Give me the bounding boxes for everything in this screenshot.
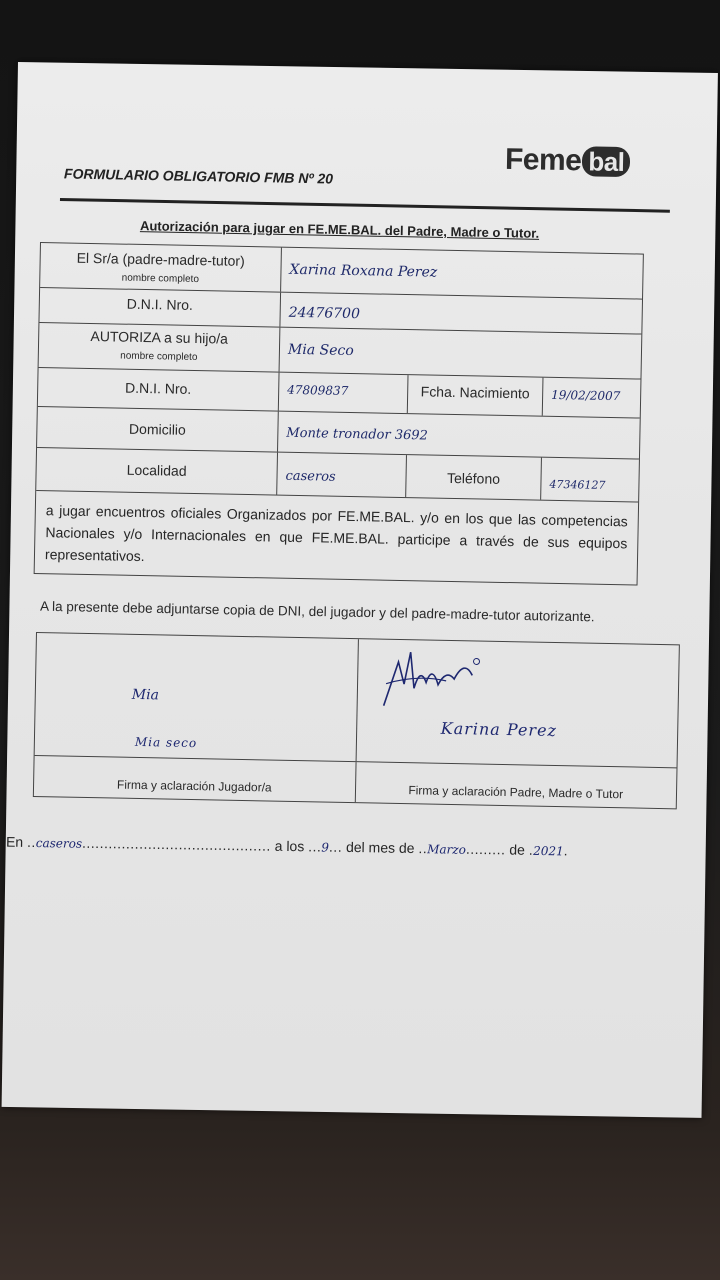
- city-label: Localidad: [126, 461, 187, 479]
- dots-day-a: ...: [308, 838, 322, 855]
- guardian-caption: Firma y aclaración Padre, Madre o Tutor: [408, 783, 624, 802]
- logo-text-a: Feme: [504, 142, 582, 178]
- child-name-field[interactable]: Mia Seco: [287, 341, 354, 360]
- child-dni-label: D.N.I. Nro.: [125, 379, 192, 397]
- city-label-cell: [36, 448, 278, 495]
- phone-label: Teléfono: [406, 455, 542, 500]
- year-field[interactable]: 2021: [533, 843, 564, 859]
- place-field[interactable]: caseros: [35, 836, 83, 851]
- dots-place-a: ..: [26, 833, 36, 851]
- city-field[interactable]: caseros: [277, 453, 407, 497]
- guardian-sublabel: nombre completo: [121, 272, 200, 286]
- phone-field[interactable]: 47346127: [549, 477, 606, 492]
- guardian-label: El Sr/a (padre-madre-tutor): [76, 249, 245, 269]
- guardian-dni-field[interactable]: 24476700: [288, 304, 361, 323]
- paper-sheet: [2, 62, 718, 1118]
- attachment-note: A la presente debe adjuntarse copia de DNI, del jugador y del padre-madre-tutor autorizante.: [39, 598, 595, 625]
- form-title: FORMULARIO OBLIGATORIO FMB Nº 20: [63, 165, 334, 187]
- birth-label: Fcha. Nacimiento: [408, 375, 544, 416]
- guardian-signature-scrawl: [375, 644, 496, 716]
- dots-month-b: .........: [465, 840, 506, 858]
- authorization-table: [34, 242, 644, 586]
- address-field[interactable]: Monte tronador 3692: [286, 425, 429, 444]
- player-printed-name: Mia seco: [134, 734, 198, 751]
- dots-year-a: .: [528, 841, 534, 858]
- mes-label: del mes de: [345, 838, 415, 857]
- address-label-cell: [37, 407, 279, 452]
- signature-row: [35, 633, 679, 768]
- birth-date-field[interactable]: 19/02/2007: [551, 387, 621, 404]
- logo-text-b: bal: [582, 146, 631, 177]
- dots-year-b: .: [563, 842, 569, 859]
- a-los-label: a los: [274, 837, 305, 855]
- de-label: de: [509, 841, 526, 858]
- form-subtitle: Autorización para jugar en FE.ME.BAL. del Padre, Madre o Tutor.: [139, 218, 540, 241]
- en-label: En: [5, 833, 24, 850]
- authorization-text: a jugar encuentros oficiales Organizados por FE.ME.BAL. y/o en los que las competencias Nacionales y/o Internacionales en que FE.ME.BAL. participe a través de sus equipos representativos.: [44, 502, 628, 565]
- dots-day-b: ...: [328, 838, 343, 855]
- child-dni-label-cell: [38, 368, 280, 411]
- player-caption: Firma y aclaración Jugador/a: [34, 756, 356, 802]
- guardian-signature-box[interactable]: [356, 639, 679, 767]
- address-label: Domicilio: [128, 420, 186, 438]
- guardian-name-field[interactable]: Xarina Roxana Perez: [289, 261, 438, 281]
- authorizes-label-cell: [39, 323, 281, 372]
- guardian-signature-name: Karina Perez: [440, 718, 558, 741]
- dni-label: D.N.I. Nro.: [126, 295, 194, 313]
- guardian-label-cell: [40, 243, 282, 292]
- dni-label-cell: [39, 288, 281, 327]
- child-dni-field[interactable]: 47809837: [279, 373, 409, 413]
- month-field[interactable]: Marzo: [427, 842, 467, 857]
- dots-place-b: ...........................................: [81, 834, 271, 854]
- femebal-logo: [505, 143, 631, 179]
- row-authorization-text: [35, 491, 638, 585]
- player-signature-box[interactable]: [35, 633, 359, 761]
- authorizes-sublabel: nombre completo: [120, 350, 198, 364]
- authorizes-label: AUTORIZA a su hijo/a: [90, 327, 229, 347]
- signature-table: [33, 632, 680, 809]
- player-signature: Mia: [131, 686, 160, 704]
- day-field[interactable]: 9: [321, 840, 330, 855]
- dots-month-a: ..: [418, 840, 428, 857]
